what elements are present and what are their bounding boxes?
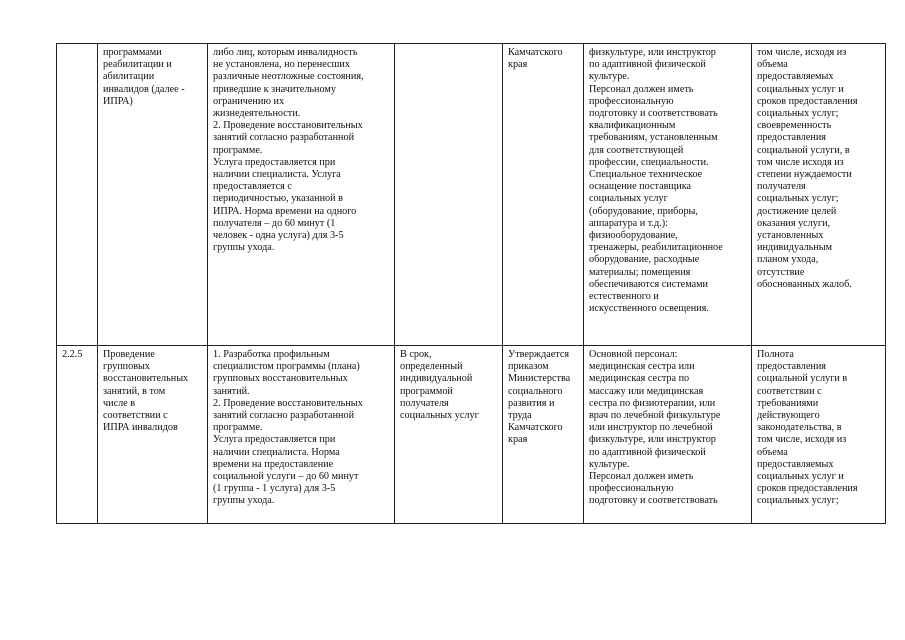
text-line: реабилитации и bbox=[103, 59, 172, 71]
text-line: программами bbox=[103, 47, 162, 58]
text-line: оборудование, расходные bbox=[589, 254, 700, 266]
text-line: наличии специалиста. Норма bbox=[213, 446, 340, 458]
text-line: социальных услуг; bbox=[757, 495, 839, 507]
text-line: Утверждается bbox=[508, 349, 570, 360]
text-line: Проведение bbox=[103, 349, 155, 360]
text-line: социальной услуги – до 60 минут bbox=[213, 471, 359, 483]
text-line: получателя bbox=[400, 397, 449, 409]
text-line: степени нуждаемости bbox=[757, 169, 852, 181]
text-line: врач по лечебной физкультуре bbox=[589, 410, 721, 422]
text-line: медицинская сестра по bbox=[589, 373, 690, 385]
cell-service-name bbox=[98, 44, 208, 346]
text-line: получателя – до 60 минут (1 bbox=[213, 217, 336, 229]
text-line: либо лиц, которым инвалидность bbox=[213, 47, 358, 58]
text-line: приказом bbox=[508, 361, 549, 373]
text-line: аппаратура и т.д.): bbox=[589, 217, 668, 229]
cell-normative-act bbox=[503, 44, 584, 346]
text-line: группы ухода. bbox=[213, 242, 275, 254]
cell-quality-indicators bbox=[752, 44, 886, 346]
text-line: объема bbox=[757, 446, 788, 458]
text-line: (оборудование, приборы, bbox=[589, 205, 698, 217]
text-line: человек - одна услуга) для 3-5 bbox=[213, 230, 344, 242]
text-line: определенный bbox=[400, 361, 463, 373]
text-line: оснащение поставщика bbox=[589, 181, 692, 193]
text-line: группы ухода. bbox=[213, 495, 275, 507]
text-line: квалификационным bbox=[589, 120, 676, 132]
text-line: социальных услуг; bbox=[757, 108, 839, 120]
text-line: оказания услуги, bbox=[757, 217, 831, 229]
text-line: индивидуальным bbox=[757, 242, 833, 254]
text-line: Персонал должен иметь bbox=[589, 83, 694, 95]
text-line: занятий согласно разработанной bbox=[213, 410, 355, 422]
text-line: для соответствующей bbox=[589, 144, 684, 156]
text-line: социальных услуг; bbox=[757, 193, 839, 205]
text-line: предоставляется с bbox=[213, 181, 292, 193]
text-line: 2. Проведение восстановительных bbox=[213, 397, 363, 409]
text-line: социальных услуг bbox=[400, 410, 479, 422]
text-line: получателя bbox=[757, 181, 806, 193]
text-line: социальных услуг и bbox=[757, 471, 844, 483]
cell-service-name bbox=[98, 346, 208, 524]
text-line: тренажеры, реабилитационное bbox=[589, 242, 723, 254]
text-line: том числе, исходя из bbox=[757, 47, 847, 58]
text-line: социального bbox=[508, 385, 563, 397]
text-line: Основной персонал: bbox=[589, 349, 678, 360]
text-line: требованиям, установленным bbox=[589, 132, 718, 144]
text-line: 1. Разработка профильным bbox=[213, 349, 330, 360]
text-line: Камчатского bbox=[508, 422, 563, 434]
text-line: физкультуре, или инструктор bbox=[589, 434, 716, 446]
text-line: жизнедеятельности. bbox=[213, 108, 301, 120]
text-line: профессии, специальности. bbox=[589, 156, 709, 168]
text-line: достижение целей bbox=[757, 205, 837, 217]
text-line: В срок, bbox=[400, 349, 432, 360]
text-line: культуре. bbox=[589, 458, 630, 470]
text-line: социальной услуги, в bbox=[757, 144, 850, 156]
text-line: инвалидов (далее - bbox=[103, 83, 185, 95]
text-line: предоставления bbox=[757, 361, 826, 373]
text-line: Услуга предоставляется при bbox=[213, 156, 336, 168]
text-line: планом ухода, bbox=[757, 254, 819, 266]
text-line: не установлена, но перенесших bbox=[213, 59, 350, 71]
text-line: соответствии с bbox=[103, 410, 168, 422]
text-line: программой bbox=[400, 385, 453, 397]
text-line: физиооборудование, bbox=[589, 230, 678, 242]
text-line: индивидуальной bbox=[400, 373, 473, 385]
text-line: профессиональную bbox=[589, 483, 674, 495]
cell-service-description bbox=[208, 44, 395, 346]
text-line: края bbox=[508, 434, 528, 446]
text-line: том числе исходя из bbox=[757, 156, 844, 168]
text-line: периодичностью, указанной в bbox=[213, 193, 343, 205]
text-line: времени на предоставление bbox=[213, 458, 334, 470]
services-table bbox=[56, 43, 886, 524]
text-line: законодательства, в bbox=[757, 422, 842, 434]
text-line: социальной услуги в bbox=[757, 373, 848, 385]
text-line: групповых bbox=[103, 361, 150, 373]
cell-staff-conditions bbox=[584, 44, 752, 346]
cell-service-description bbox=[208, 346, 395, 524]
text-line: подготовку и соответствовать bbox=[589, 495, 718, 507]
text-line: социальных услуг bbox=[589, 193, 668, 205]
text-line: Министерства bbox=[508, 373, 571, 385]
table-row bbox=[57, 44, 886, 346]
text-line: (1 группа - 1 услуга) для 3-5 bbox=[213, 483, 336, 495]
text-line: 2.2.5 bbox=[62, 349, 83, 360]
text-line: ИПРА инвалидов bbox=[103, 422, 178, 434]
text-line: профессиональную bbox=[589, 95, 674, 107]
text-line: том числе, исходя из bbox=[757, 434, 847, 446]
text-line: действующего bbox=[757, 410, 820, 422]
text-line: материалы; помещения bbox=[589, 266, 691, 278]
text-line: предоставляемых bbox=[757, 71, 834, 83]
text-line: предоставления bbox=[757, 132, 826, 144]
text-line: медицинская сестра или bbox=[589, 361, 695, 373]
text-line: приведшие к значительному bbox=[213, 83, 336, 95]
text-line: подготовку и соответствовать bbox=[589, 108, 718, 120]
text-line: требованиями bbox=[757, 397, 819, 409]
text-line: социальных услуг и bbox=[757, 83, 844, 95]
text-line: обоснованных жалоб. bbox=[757, 278, 852, 290]
text-line: Полнота bbox=[757, 349, 794, 360]
cell-term bbox=[395, 44, 503, 346]
text-line: массажу или медицинская bbox=[589, 385, 704, 397]
text-line: объема bbox=[757, 59, 788, 71]
text-line: искусственного освещения. bbox=[589, 303, 709, 315]
text-line: или инструктор по лечебной bbox=[589, 422, 713, 434]
text-line: Персонал должен иметь bbox=[589, 471, 694, 483]
text-line: абилитации bbox=[103, 71, 155, 83]
text-line: групповых восстановительных bbox=[213, 373, 348, 385]
text-line: отсутствие bbox=[757, 266, 805, 278]
text-line: восстановительных bbox=[103, 373, 189, 385]
text-line: Камчатского bbox=[508, 47, 563, 58]
text-line: физкультуре, или инструктор bbox=[589, 47, 716, 58]
table-row bbox=[57, 346, 886, 524]
text-line: сроков предоставления bbox=[757, 483, 858, 495]
cell-normative-act bbox=[503, 346, 584, 524]
cell-quality-indicators bbox=[752, 346, 886, 524]
text-line: программе. bbox=[213, 144, 263, 156]
text-line: своевременность bbox=[757, 120, 832, 132]
cell-number bbox=[57, 346, 98, 524]
text-line: сестра по физиотерапии, или bbox=[589, 397, 716, 409]
text-line: Специальное техническое bbox=[589, 169, 703, 181]
cell-staff-conditions bbox=[584, 346, 752, 524]
text-line: предоставляемых bbox=[757, 458, 834, 470]
text-line: ИПРА. Норма времени на одного bbox=[213, 205, 357, 217]
text-line: сроков предоставления bbox=[757, 95, 858, 107]
text-line: числе в bbox=[103, 397, 136, 409]
cell-term bbox=[395, 346, 503, 524]
text-line: различные неотложные состояния, bbox=[213, 71, 364, 83]
text-line: соответствии с bbox=[757, 385, 822, 397]
text-line: труда bbox=[508, 410, 532, 422]
text-line: по адаптивной физической bbox=[589, 59, 706, 71]
text-line: края bbox=[508, 59, 528, 71]
text-line: ИПРА) bbox=[103, 95, 133, 107]
text-line: установленных bbox=[757, 230, 824, 242]
text-line: естественного и bbox=[589, 291, 659, 303]
text-line: по адаптивной физической bbox=[589, 446, 706, 458]
text-line: 2. Проведение восстановительных bbox=[213, 120, 363, 132]
text-line: программе. bbox=[213, 422, 263, 434]
text-line: развития и bbox=[508, 397, 555, 409]
text-line: культуре. bbox=[589, 71, 630, 83]
text-line: ограничению их bbox=[213, 95, 285, 107]
text-line: занятий согласно разработанной bbox=[213, 132, 355, 144]
text-line: обеспечиваются системами bbox=[589, 278, 709, 290]
cell-number bbox=[57, 44, 98, 346]
text-line: наличии специалиста. Услуга bbox=[213, 169, 341, 181]
text-line: специалистом программы (плана) bbox=[213, 361, 360, 373]
text-line: занятий, в том bbox=[103, 385, 166, 397]
text-line: занятий. bbox=[213, 385, 250, 397]
text-line: Услуга предоставляется при bbox=[213, 434, 336, 446]
